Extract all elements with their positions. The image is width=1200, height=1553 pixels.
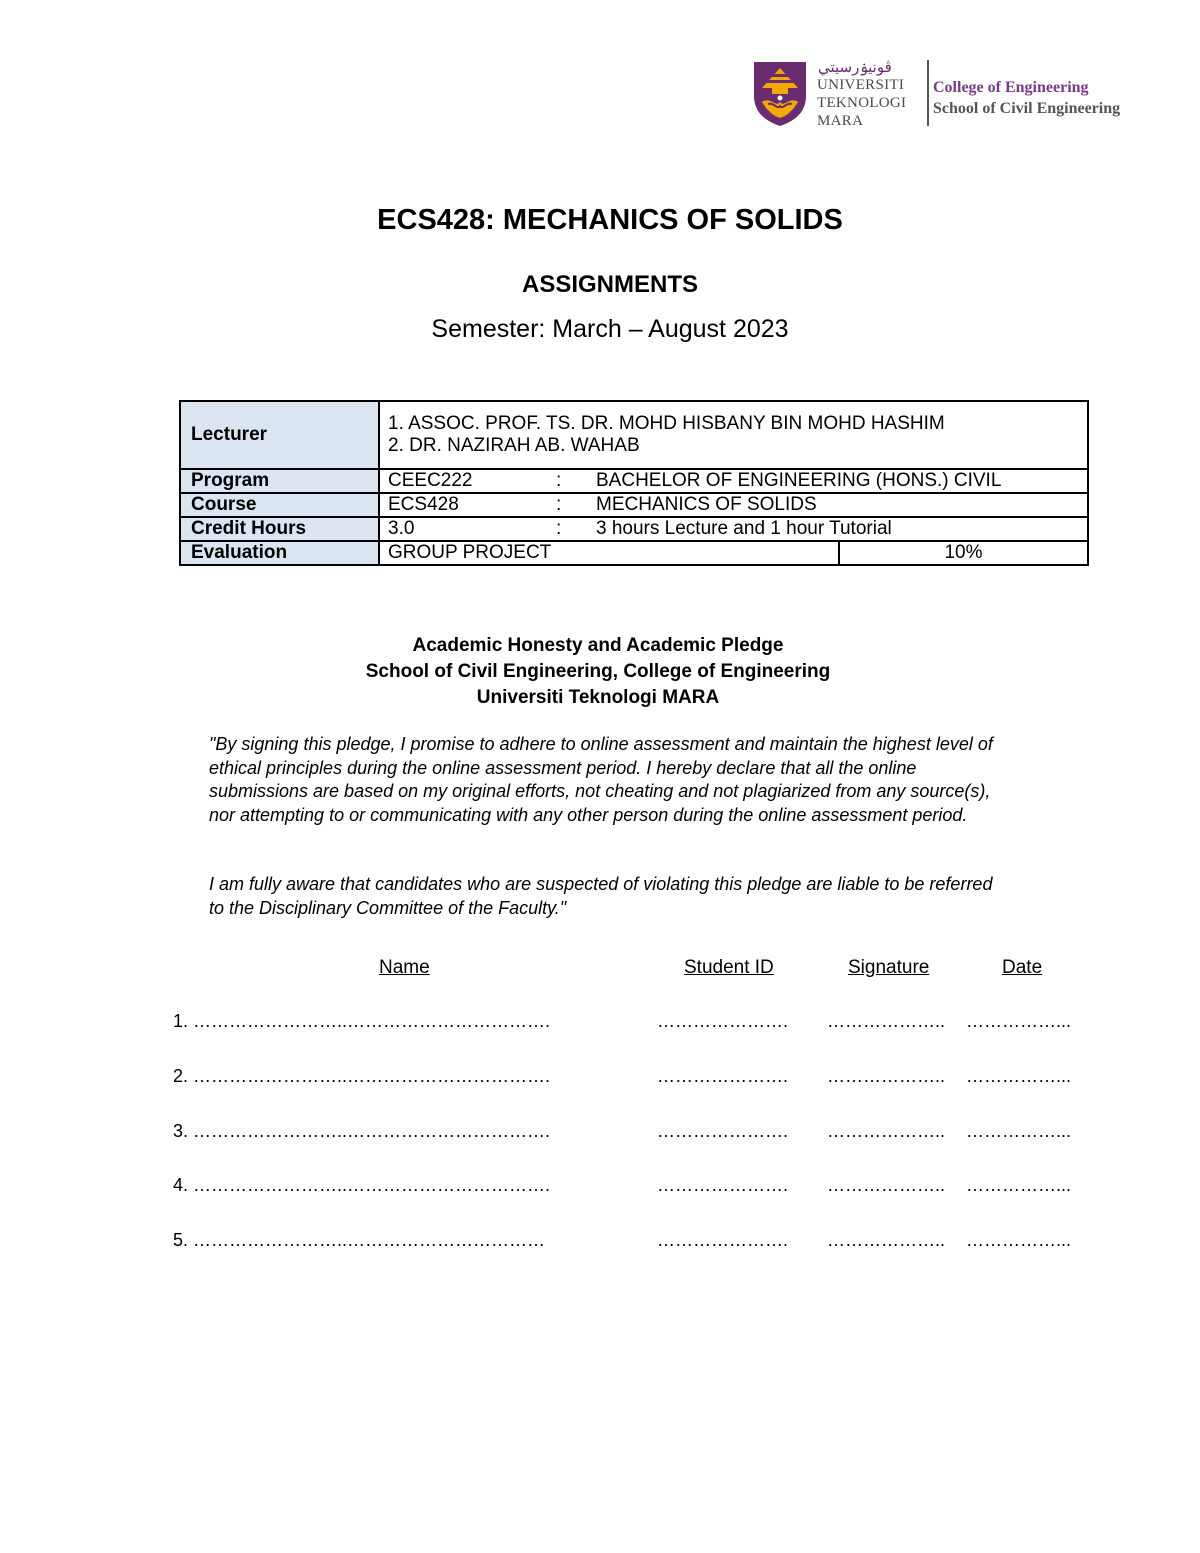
program-separator: :	[556, 470, 562, 491]
course-value	[379, 493, 1088, 517]
university-name-line-2: TEKNOLOGI	[817, 95, 907, 111]
course-name: MECHANICS OF SOLIDS	[596, 494, 817, 515]
pledge-heading-1: Academic Honesty and Academic Pledge	[412, 635, 784, 656]
logo-divider	[927, 60, 929, 126]
lecturer-row	[180, 401, 1088, 469]
university-name	[817, 76, 906, 130]
name-blank[interactable]: ……………………..…………………………….	[193, 1066, 551, 1086]
credit-row	[180, 517, 1088, 541]
university-logo	[750, 58, 1150, 130]
lecturer-1: 1. ASSOC. PROF. TS. DR. MOHD HISBANY BIN MOHD HASHIM	[388, 413, 945, 434]
university-crest-icon	[750, 58, 810, 128]
signature-blank[interactable]: ………………..	[827, 1121, 946, 1141]
credit-label: Credit Hours	[180, 517, 379, 541]
lecturer-label: Lecturer	[180, 401, 379, 469]
credit-hours: 3.0	[388, 518, 415, 539]
signature-blank[interactable]: ………………..	[827, 1230, 946, 1250]
program-value	[379, 469, 1088, 493]
evaluation-percentage: 10%	[839, 541, 1088, 565]
signature-column-header: Signature	[848, 957, 930, 978]
jawi-script-text: ڤونيۏرسيتي	[818, 58, 892, 76]
program-row	[180, 469, 1088, 493]
pledge-heading	[0, 633, 1196, 711]
evaluation-label: Evaluation	[180, 541, 379, 565]
pledge-paragraph-1: "By signing this pledge, I promise to adhere to online assessment and maintain the highest level of ethical principles during the online assessment period. I hereby declare that all the online submissions are based on my original efforts, not cheating and not plagiarized from any source(s), nor attempting to or communicating with any other person during the online assessment period.	[209, 734, 993, 825]
student-id-blank[interactable]: ………………….	[657, 1121, 789, 1141]
course-code: ECS428	[388, 494, 459, 515]
date-blank[interactable]: ……………...	[966, 1121, 1072, 1141]
name-blank[interactable]: ……………………..…………………………….	[193, 1175, 551, 1195]
pledge-heading-2: School of Civil Engineering, College of Engineering	[365, 661, 831, 682]
program-name: BACHELOR OF ENGINEERING (HONS.) CIVIL	[596, 470, 1002, 491]
date-blank[interactable]: ……………...	[966, 1011, 1072, 1031]
name-blank[interactable]: ……………………..……………………………	[193, 1230, 546, 1250]
date-column-header: Date	[1002, 957, 1043, 978]
date-blank[interactable]: ……………...	[966, 1230, 1072, 1250]
signature-blank[interactable]: ………………..	[827, 1175, 946, 1195]
student-id-blank[interactable]: ………………….	[657, 1011, 789, 1031]
pledge-paragraph-2: I am fully aware that candidates who are suspected of violating this pledge are liable to be referred to the Disciplinary Committee of the Faculty."	[209, 874, 993, 918]
student-id-column-header: Student ID	[684, 957, 774, 978]
semester-text: Semester: March – August 2023	[431, 315, 789, 343]
row-number: 2.	[173, 1066, 189, 1086]
row-number: 1.	[173, 1011, 189, 1031]
row-number: 5.	[173, 1230, 189, 1250]
lecturer-2: 2. DR. NAZIRAH AB. WAHAB	[388, 435, 640, 456]
course-separator: :	[556, 494, 562, 515]
date-blank[interactable]: ……………...	[966, 1066, 1072, 1086]
name-blank[interactable]: ……………………..…………………………….	[193, 1121, 551, 1141]
credit-description: 3 hours Lecture and 1 hour Tutorial	[596, 518, 892, 539]
credit-separator: :	[556, 518, 562, 539]
row-number: 4.	[173, 1175, 189, 1195]
evaluation-value: GROUP PROJECT	[379, 541, 839, 565]
program-code: CEEC222	[388, 470, 473, 491]
name-column-header: Name	[379, 957, 430, 978]
course-label: Course	[180, 493, 379, 517]
evaluation-row	[180, 541, 1088, 565]
student-id-blank[interactable]: ………………….	[657, 1175, 789, 1195]
course-info-table	[179, 400, 1089, 566]
name-blank[interactable]: ……………………..…………………………….	[193, 1011, 551, 1031]
credit-value	[379, 517, 1088, 541]
program-label: Program	[180, 469, 379, 493]
pledge-heading-3: Universiti Teknologi MARA	[476, 687, 720, 708]
university-name-line-3: MARA	[817, 113, 864, 129]
college-name: College of Engineering	[933, 79, 1089, 96]
signature-blank[interactable]: ………………..	[827, 1066, 946, 1086]
student-id-blank[interactable]: ………………….	[657, 1066, 789, 1086]
university-name-line-1: UNIVERSITI	[817, 77, 905, 93]
row-number: 3.	[173, 1121, 189, 1141]
student-id-blank[interactable]: ………………….	[657, 1230, 789, 1250]
lecturer-value	[379, 401, 1088, 469]
course-row	[180, 493, 1088, 517]
assignment-title: ASSIGNMENTS	[521, 271, 698, 298]
signature-blank[interactable]: ………………..	[827, 1011, 946, 1031]
course-title: ECS428: MECHANICS OF SOLIDS	[377, 204, 843, 236]
date-blank[interactable]: ……………...	[966, 1175, 1072, 1195]
school-name: School of Civil Engineering	[933, 100, 1121, 117]
